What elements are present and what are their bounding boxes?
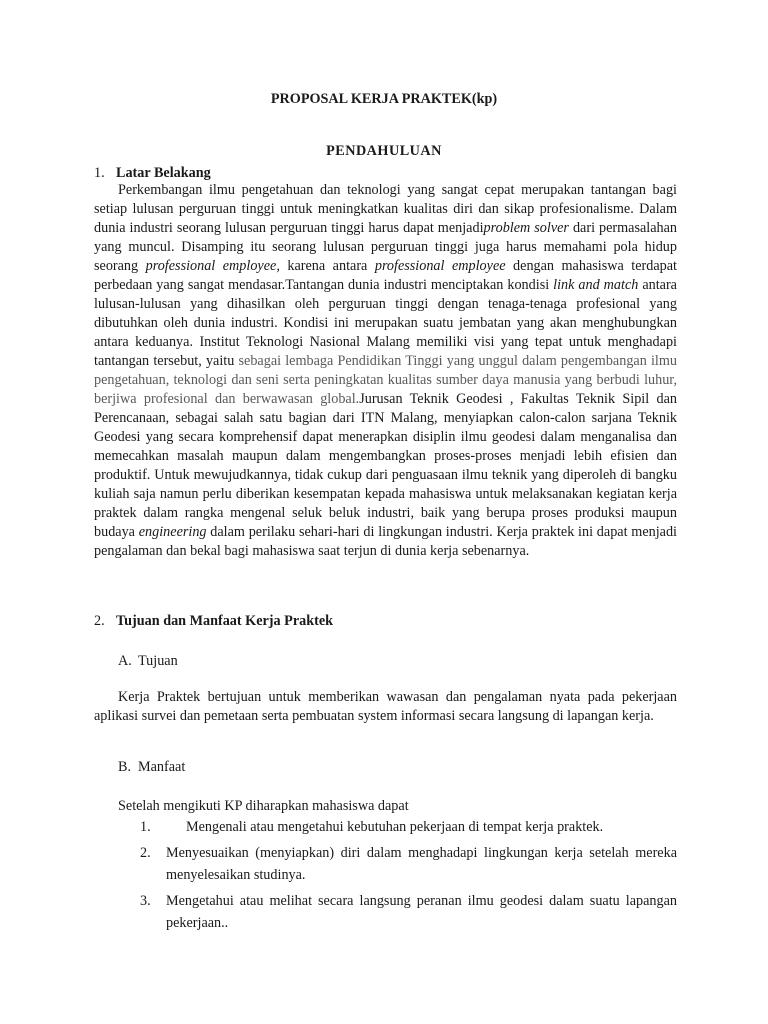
section-1-number: 1. bbox=[94, 165, 105, 181]
manfaat-intro: Setelah mengikuti KP diharapkan mahasiswa dapat bbox=[118, 798, 409, 814]
background-paragraph bbox=[94, 181, 677, 561]
list-number: 1. bbox=[140, 819, 151, 835]
section-2-number: 2. bbox=[94, 613, 105, 629]
paragraph-text: dari permasalahan yang muncul. Disamping itu seorang lulusan perguruan tinggi juga harus memahami pola hidup seorang bbox=[94, 220, 678, 274]
italic-term: professional employee, bbox=[145, 258, 280, 274]
subsection-a-label: A. bbox=[118, 653, 132, 669]
tujuan-paragraph: Kerja Praktek bertujuan untuk memberikan wawasan dan pengalaman nyata pada pekerjaan aplikasi survei dan pemetaan serta pembuatan system informasi secara langsung di lapangan kerja. bbox=[94, 689, 677, 724]
vision-quote: sebagai lembaga Pendidikan Tinggi yang unggul dalam pengembangan ilmu pengetahuan, teknologi dan seni serta peningkatan kualitas sumber daya manusia yang berbudi luhur, berjiwa profesional dan berwawasan global. bbox=[94, 353, 677, 407]
list-item bbox=[140, 890, 677, 934]
subsection-b-label: B. bbox=[118, 759, 132, 775]
list-text: Mengetahui atau melihat secara langsung peranan ilmu geodesi dalam suatu lapangan pekerjaan.. bbox=[166, 893, 677, 931]
paragraph-text: dalam perilaku sehari-hari di lingkungan industri. Kerja praktek ini dapat menjadi pengalaman dan bekal bagi mahasiswa saat terjun di dunia kerja sebenarnya. bbox=[94, 524, 677, 559]
list-item bbox=[140, 842, 677, 886]
paragraph-text: karena antara bbox=[279, 258, 375, 274]
subsection-b-title bbox=[118, 758, 185, 777]
subsection-a-text: Tujuan bbox=[138, 653, 178, 669]
subsection-b-text: Manfaat bbox=[138, 759, 186, 775]
italic-term: link and match bbox=[553, 277, 639, 293]
italic-term: problem solver bbox=[483, 220, 569, 236]
paragraph-text: Perkembangan ilmu pengetahuan dan teknologi yang sangat cepat merupakan tantangan bagi setiap lulusan perguruan tinggi untuk meningkatkan kualitas diri dan sikap profesionalisme. Dalam dunia industri seorang lulusan perguruan tinggi harus dapat menjadi bbox=[94, 182, 677, 236]
subsection-a-title bbox=[118, 652, 178, 671]
paragraph-text: Jurusan Teknik Geodesi , Fakultas Teknik Sipil dan Perencanaan, sebagai salah satu bagian dari ITN Malang, menyiapkan calon-calon sarjana Teknik Geodesi yang secara komprehensif dapat menerapkan disiplin ilmu geodesi dalam menganalisa dan memecahkan masalah maupun dalam mengembangkan proses-proses menjadi lebih efisien dan produktif. Untuk mewujudkannya, tidak cukup dari penguasaan ilmu teknik yang diperoleh di bangku kuliah saja namun perlu diberikan kesempatan kepada mahasiswa untuk melaksanakan kegiatan kerja praktek dalam rangka mengenal seluk beluk industri, baik yang berupa proses produksi maupun budaya bbox=[94, 391, 677, 540]
section-2-title-text: Tujuan dan Manfaat Kerja Praktek bbox=[116, 613, 334, 629]
paragraph-text: antara lulusan-lulusan yang dihasilkan oleh perguruan tinggi dengan tenaga-tenaga profesional yang dibutuhkan oleh dunia industri. Kondisi ini merupakan suatu jembatan yang akan menghubungkan antara keduanya. Institut Teknologi Nasional Malang memiliki visi yang tepat untuk menghadapi tantangan tersebut, yaitu bbox=[94, 277, 677, 369]
italic-term: professional employee bbox=[374, 258, 506, 274]
list-item bbox=[140, 816, 677, 838]
section-1-title-text: Latar Belakang bbox=[116, 165, 211, 181]
list-number: 3. bbox=[140, 893, 151, 909]
paragraph-text: dengan mahasiswa terdapat perbedaan yang sangat mendasar.Tantangan dunia industri menciptakan kondisi bbox=[94, 258, 677, 293]
list-number: 2. bbox=[140, 845, 151, 861]
section-heading: PENDAHULUAN bbox=[326, 143, 442, 159]
list-text: Menyesuaikan (menyiapkan) diri dalam menghadapi lingkungan kerja setelah mereka menyelesaikan studinya. bbox=[166, 845, 677, 883]
italic-term: engineering bbox=[138, 524, 207, 540]
list-text: Mengenali atau mengetahui kebutuhan pekerjaan di tempat kerja praktek. bbox=[186, 819, 604, 835]
document-title: PROPOSAL KERJA PRAKTEK(kp) bbox=[270, 91, 498, 107]
manfaat-list bbox=[140, 816, 677, 938]
section-2-title bbox=[94, 612, 333, 631]
